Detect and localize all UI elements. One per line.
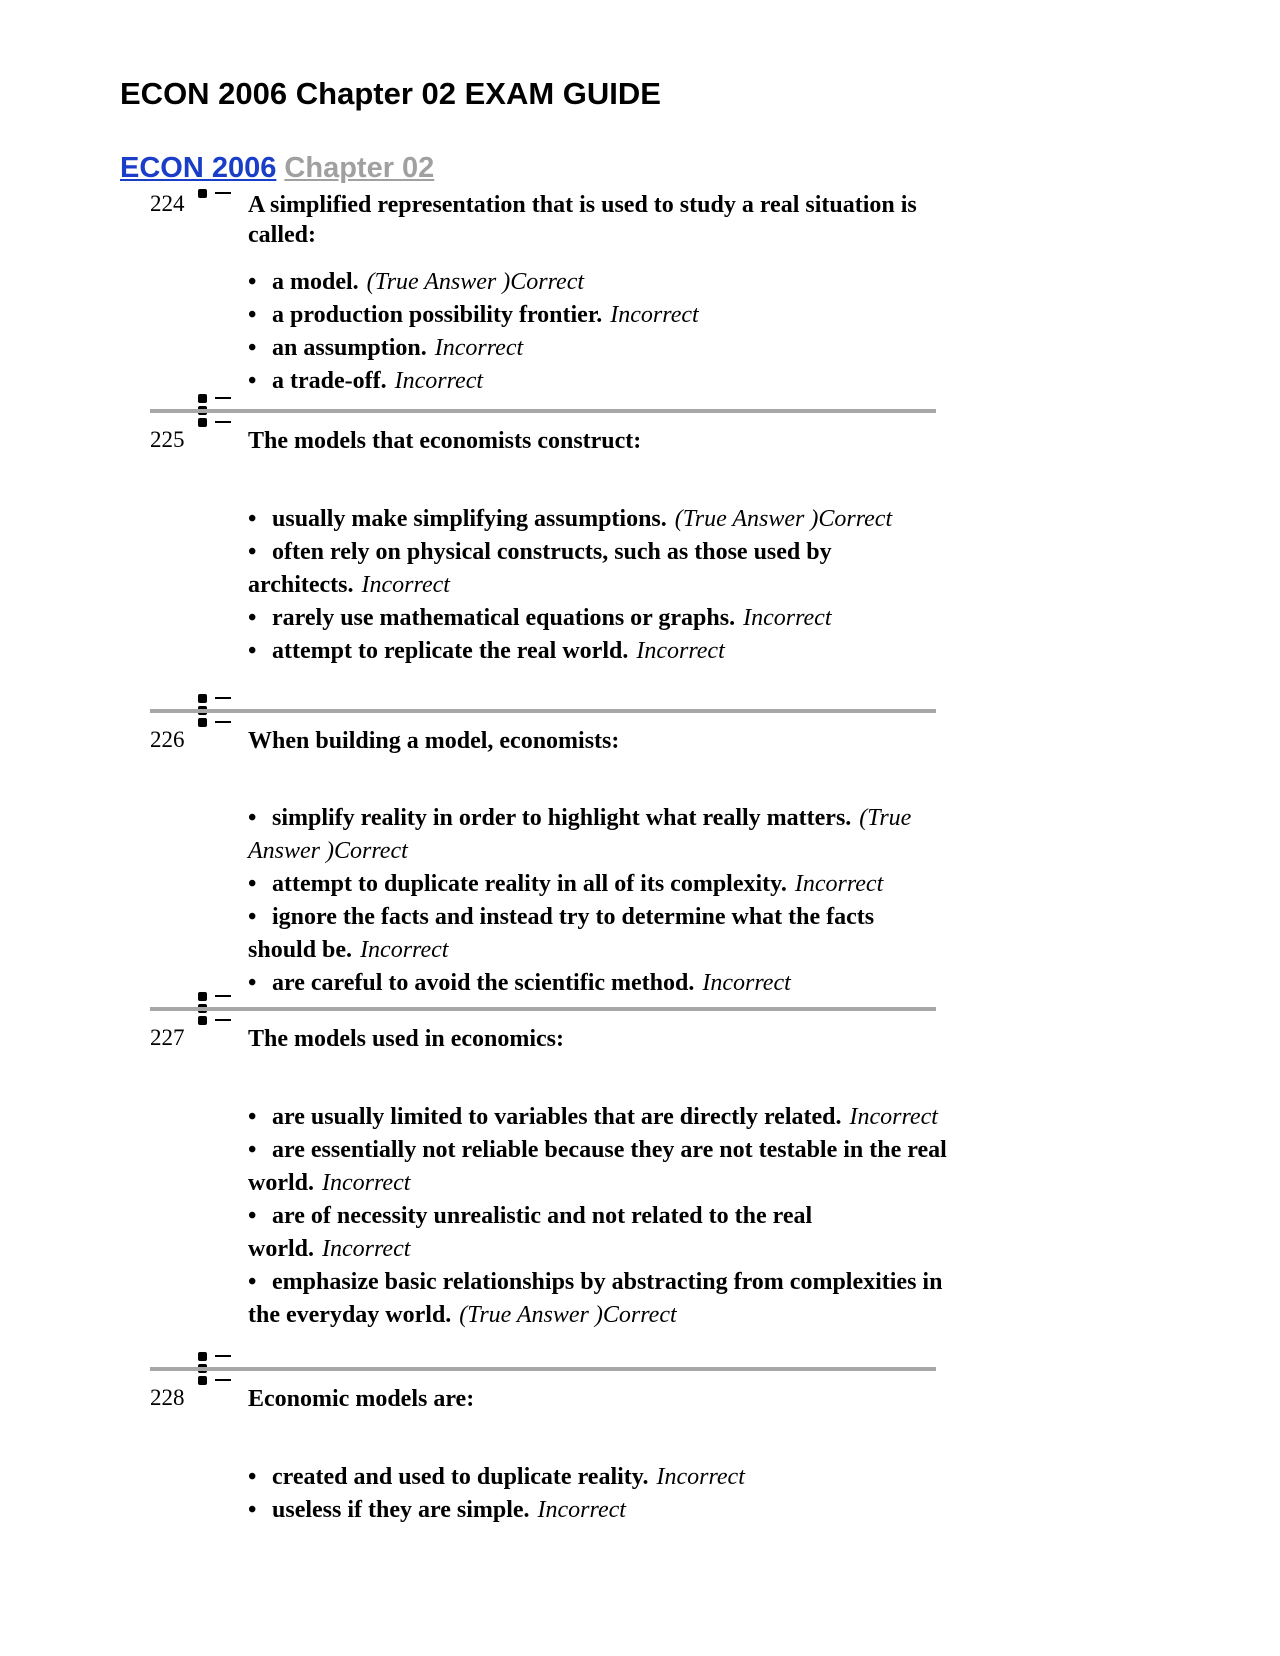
answer-option xyxy=(248,503,948,536)
answer-text: an assumption. xyxy=(272,335,427,361)
question-prompt: The models that economists construct: xyxy=(248,428,642,454)
answer-verdict: (True Answer )Correct xyxy=(248,805,912,864)
answer-option xyxy=(248,868,948,901)
answer-text: a trade-off. xyxy=(272,368,387,394)
answer-verdict: Incorrect xyxy=(794,871,884,897)
answer-option xyxy=(248,299,948,332)
answer-text: a model. xyxy=(272,269,359,295)
answer-list xyxy=(248,1461,948,1527)
question-number: 225 xyxy=(150,427,185,452)
answer-verdict: Incorrect xyxy=(743,605,832,631)
question-number: 227 xyxy=(150,1025,185,1050)
answer-verdict: Incorrect xyxy=(656,1464,745,1490)
answer-text: usually make simplifying assumptions. xyxy=(272,506,667,532)
answer-verdict: Incorrect xyxy=(361,572,450,598)
answer-verdict: (True Answer )Correct xyxy=(366,269,585,295)
answer-verdict: Incorrect xyxy=(537,1497,626,1523)
question-divider xyxy=(150,709,936,713)
answer-text: simplify reality in order to highlight what really matters. xyxy=(272,805,852,831)
answer-verdict: Incorrect xyxy=(322,1236,411,1262)
question-handle-icon[interactable] xyxy=(198,188,236,198)
answer-option xyxy=(248,967,948,1000)
question-prompt: A simplified representation that is used to study a real situation is called: xyxy=(248,192,917,248)
question-prompt: When building a model, economists: xyxy=(248,728,620,754)
answer-option xyxy=(248,1494,948,1527)
answer-text: rarely use mathematical equations or graphs. xyxy=(272,605,736,631)
answer-text: useless if they are simple. xyxy=(272,1497,530,1523)
question-number: 226 xyxy=(150,727,185,752)
answer-text: are careful to avoid the scientific method. xyxy=(272,970,695,996)
answer-text: are of necessity unrealistic and not related to the real world. xyxy=(248,1203,813,1262)
answer-text: attempt to duplicate reality in all of its complexity. xyxy=(272,871,787,897)
answer-option xyxy=(248,901,948,967)
breadcrumb-course-link[interactable]: ECON 2006 xyxy=(120,152,277,184)
answer-verdict: Incorrect xyxy=(610,302,699,328)
answer-text: often rely on physical constructs, such as those used by architects. xyxy=(248,539,832,598)
breadcrumb xyxy=(120,152,434,185)
answer-option xyxy=(248,1200,948,1266)
answer-text: ignore the facts and instead try to determine what the facts should be. xyxy=(248,904,875,963)
answer-option xyxy=(248,1461,948,1494)
answer-text: attempt to replicate the real world. xyxy=(272,638,629,664)
answer-option xyxy=(248,802,948,868)
question-number: 224 xyxy=(150,191,185,216)
answer-option xyxy=(248,365,948,398)
answer-verdict: Incorrect xyxy=(360,937,449,963)
answer-verdict: Incorrect xyxy=(636,638,725,664)
answer-list xyxy=(248,266,948,398)
question-number: 228 xyxy=(150,1385,185,1410)
answer-option xyxy=(248,635,948,668)
answer-list xyxy=(248,1101,948,1332)
answer-option xyxy=(248,266,948,299)
answer-list xyxy=(248,503,948,668)
question-divider xyxy=(150,409,936,413)
answer-verdict: Incorrect xyxy=(434,335,524,361)
answer-option xyxy=(248,536,948,602)
answer-option xyxy=(248,602,948,635)
answer-list xyxy=(248,802,948,1000)
answer-verdict: Incorrect xyxy=(849,1104,938,1130)
question-divider xyxy=(150,1007,936,1011)
answer-text: are essentially not reliable because they are not testable in the real world. xyxy=(248,1137,947,1196)
answer-verdict: Incorrect xyxy=(394,368,484,394)
answer-verdict: (True Answer )Correct xyxy=(459,1302,677,1328)
answer-verdict: (True Answer )Correct xyxy=(674,506,893,532)
answer-option xyxy=(248,1101,948,1134)
answer-option xyxy=(248,1266,948,1332)
question-divider xyxy=(150,1367,936,1371)
question-prompt: The models used in economics: xyxy=(248,1026,565,1052)
document-title: ECON 2006 Chapter 02 EXAM GUIDE xyxy=(120,76,661,111)
answer-text: are usually limited to variables that are directly related. xyxy=(272,1104,842,1130)
answer-verdict: Incorrect xyxy=(322,1170,411,1196)
answer-text: a production possibility frontier. xyxy=(272,302,603,328)
answer-option xyxy=(248,1134,948,1200)
answer-option xyxy=(248,332,948,365)
question-prompt: Economic models are: xyxy=(248,1386,475,1412)
breadcrumb-chapter-link[interactable]: Chapter 02 xyxy=(284,152,435,184)
answer-verdict: Incorrect xyxy=(702,970,791,996)
answer-text: emphasize basic relationships by abstracting from complexities in the everyday world. xyxy=(248,1269,943,1328)
answer-text: created and used to duplicate reality. xyxy=(272,1464,649,1490)
